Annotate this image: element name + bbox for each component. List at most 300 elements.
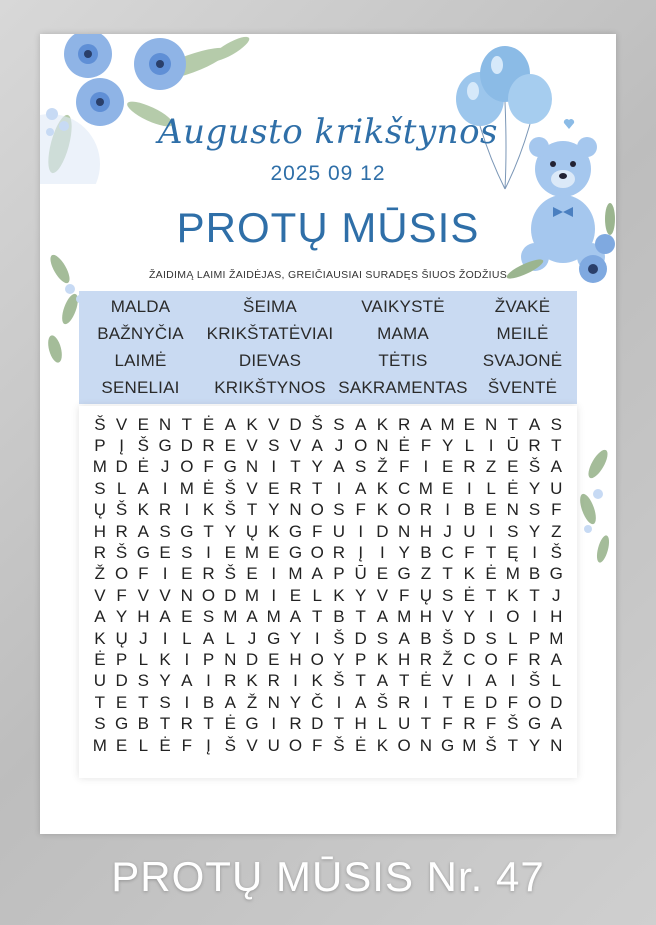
grid-letter: A bbox=[355, 692, 367, 712]
grid-letter: J bbox=[552, 585, 561, 605]
grid-letter: G bbox=[136, 543, 150, 563]
grid-letter: A bbox=[485, 671, 497, 691]
grid-letter: E bbox=[463, 692, 476, 712]
grid-letter: T bbox=[485, 585, 497, 605]
grid-letter: C bbox=[398, 478, 411, 498]
grid-letter: O bbox=[354, 436, 368, 456]
grid-letter: G bbox=[267, 628, 281, 648]
grid-letter: T bbox=[312, 478, 323, 498]
grid-letter: K bbox=[376, 500, 389, 520]
grid-letter: I bbox=[423, 692, 429, 712]
grid-letter: Y bbox=[289, 628, 302, 648]
word-item: ŠEIMA bbox=[243, 296, 297, 316]
grid-letter: U bbox=[93, 671, 106, 691]
grid-letter: M bbox=[92, 735, 107, 755]
grid-letter: H bbox=[419, 521, 433, 541]
grid-letter: N bbox=[419, 735, 433, 755]
grid-letter: R bbox=[463, 457, 476, 477]
grid-letter: Ū bbox=[506, 436, 519, 456]
grid-letter: T bbox=[485, 543, 497, 563]
grid-letter: Š bbox=[333, 735, 345, 755]
grid-letter: N bbox=[376, 436, 389, 456]
grid-letter: M bbox=[179, 478, 194, 498]
grid-letter: Ž bbox=[377, 457, 388, 477]
grid-letter: Š bbox=[333, 628, 345, 648]
grid-letter: I bbox=[488, 521, 494, 541]
grid-letter: S bbox=[333, 414, 345, 434]
grid-letter: M bbox=[505, 564, 520, 584]
grid-letter: T bbox=[551, 436, 562, 456]
grid-letter: N bbox=[224, 649, 237, 669]
word-item: SVAJONĖ bbox=[482, 351, 563, 371]
grid-letter: S bbox=[181, 543, 193, 563]
grid-letter: T bbox=[398, 671, 410, 691]
grid-letter: Š bbox=[224, 478, 236, 498]
grid-letter: A bbox=[224, 414, 236, 434]
grid-letter: I bbox=[358, 521, 364, 541]
grid-letter: A bbox=[528, 414, 541, 434]
grid-letter: N bbox=[289, 500, 302, 520]
grid-letter: Š bbox=[441, 628, 454, 648]
grid-letter: S bbox=[333, 500, 345, 520]
grid-letter: Ž bbox=[442, 649, 453, 669]
grid-letter: V bbox=[159, 585, 171, 605]
grid-letter: E bbox=[441, 478, 454, 498]
grid-letter: J bbox=[139, 628, 148, 648]
grid-letter: A bbox=[94, 607, 106, 627]
grid-letter: I bbox=[184, 649, 190, 669]
grid-letter: P bbox=[333, 564, 345, 584]
grid-letter: F bbox=[464, 543, 475, 563]
grid-letter: M bbox=[440, 414, 455, 434]
event-title: Augusto krikštynos bbox=[158, 112, 498, 152]
grid-letter: Ė bbox=[420, 671, 432, 691]
grid-letter: N bbox=[506, 500, 519, 520]
grid-letter: E bbox=[181, 564, 193, 584]
grid-letter: O bbox=[201, 585, 216, 605]
grid-letter: G bbox=[288, 543, 303, 563]
grid-letter: O bbox=[310, 543, 324, 563]
grid-letter: O bbox=[527, 692, 542, 712]
word-item: SENELIAI bbox=[101, 378, 180, 398]
grid-letter: U bbox=[398, 714, 411, 734]
grid-letter: F bbox=[138, 564, 149, 584]
grid-letter: D bbox=[354, 628, 367, 648]
grid-letter: T bbox=[94, 692, 106, 712]
grid-letter: Y bbox=[115, 607, 128, 627]
grid-letter: A bbox=[376, 607, 389, 627]
grid-letter: M bbox=[244, 585, 260, 605]
grid-letter: Y bbox=[528, 735, 541, 755]
grid-letter: Š bbox=[311, 414, 323, 434]
grid-letter: E bbox=[115, 735, 128, 755]
grid-letter: I bbox=[184, 692, 190, 712]
grid-letter: K bbox=[246, 414, 258, 434]
grid-letter: R bbox=[115, 521, 128, 541]
grid-letter: V bbox=[137, 585, 149, 605]
grid-letter: L bbox=[116, 478, 127, 498]
grid-letter: E bbox=[463, 414, 476, 434]
grid-letter: B bbox=[333, 607, 345, 627]
grid-letter: V bbox=[289, 436, 302, 456]
grid-letter: B bbox=[420, 628, 432, 648]
grid-letter: L bbox=[464, 436, 475, 456]
grid-letter: Ė bbox=[355, 735, 367, 755]
grid-letter: A bbox=[355, 478, 367, 498]
grid-letter: R bbox=[267, 671, 280, 691]
word-item: VAIKYSTĖ bbox=[361, 296, 445, 316]
grid-letter: K bbox=[333, 585, 345, 605]
grid-letter: T bbox=[442, 564, 453, 584]
grid-letter: I bbox=[532, 607, 537, 627]
grid-letter: D bbox=[463, 628, 476, 648]
grid-letter: E bbox=[485, 500, 497, 520]
grid-letter: R bbox=[289, 478, 302, 498]
grid-row bbox=[89, 564, 567, 585]
grid-letter: Š bbox=[224, 500, 236, 520]
word-item: TĖTIS bbox=[378, 351, 428, 371]
grid-letter: D bbox=[376, 521, 389, 541]
grid-letter: R bbox=[528, 436, 541, 456]
grid-letter: Š bbox=[376, 692, 389, 712]
grid-row bbox=[89, 521, 567, 542]
grid-letter: O bbox=[180, 457, 194, 477]
grid-letter: R bbox=[289, 714, 302, 734]
grid-letter: Ų bbox=[115, 628, 128, 648]
grid-letter: F bbox=[312, 521, 323, 541]
grid-row bbox=[89, 735, 567, 756]
grid-letter: D bbox=[224, 585, 237, 605]
grid-letter: Y bbox=[289, 692, 302, 712]
grid-letter: O bbox=[288, 735, 303, 755]
grid-letter: Į bbox=[358, 543, 364, 563]
grid-letter: Š bbox=[224, 735, 236, 755]
grid-letter: Š bbox=[115, 543, 128, 563]
grid-letter: T bbox=[246, 500, 258, 520]
grid-letter: K bbox=[94, 628, 106, 648]
grid-letter: S bbox=[159, 692, 171, 712]
event-date: 2025 09 12 bbox=[270, 162, 386, 185]
grid-letter: H bbox=[137, 607, 150, 627]
grid-letter: V bbox=[246, 436, 258, 456]
grid-letter: B bbox=[420, 543, 432, 563]
grid-letter: D bbox=[245, 649, 259, 669]
grid-letter: G bbox=[114, 714, 129, 734]
grid-letter: Š bbox=[528, 457, 541, 477]
grid-row bbox=[89, 414, 567, 435]
grid-row bbox=[89, 542, 567, 563]
grid-letter: I bbox=[162, 564, 168, 584]
grid-letter: T bbox=[333, 714, 345, 734]
grid-letter: A bbox=[376, 671, 389, 691]
grid-letter: G bbox=[527, 714, 542, 734]
grid-letter: A bbox=[398, 628, 410, 648]
grid-letter: I bbox=[445, 500, 450, 520]
grid-letter: Ž bbox=[246, 692, 258, 712]
grid-letter: R bbox=[463, 714, 476, 734]
grid-letter: F bbox=[398, 585, 410, 605]
grid-letter: E bbox=[268, 478, 280, 498]
grid-row bbox=[89, 628, 567, 649]
grid-letter: G bbox=[288, 521, 303, 541]
grid-letter: Š bbox=[528, 671, 541, 691]
grid-letter: O bbox=[310, 649, 324, 669]
grid-letter: A bbox=[333, 457, 345, 477]
grid-letter: E bbox=[268, 649, 280, 669]
grid-letter: Š bbox=[224, 564, 236, 584]
grid-letter: K bbox=[376, 735, 389, 755]
grid-letter: Z bbox=[485, 457, 497, 477]
grid-letter: P bbox=[355, 649, 367, 669]
grid-letter: R bbox=[180, 714, 193, 734]
grid-letter: A bbox=[202, 628, 215, 648]
grid-letter: Ė bbox=[224, 714, 236, 734]
grid-letter: O bbox=[484, 649, 498, 669]
grid-letter: Y bbox=[333, 649, 345, 669]
grid-letter: D bbox=[115, 671, 128, 691]
grid-letter: B bbox=[528, 564, 541, 584]
grid-row bbox=[89, 478, 567, 499]
grid-letter: A bbox=[289, 607, 302, 627]
grid-letter: G bbox=[180, 521, 194, 541]
grid-letter: Ė bbox=[159, 735, 171, 755]
grid-letter: I bbox=[206, 543, 211, 563]
grid-letter: G bbox=[223, 457, 237, 477]
grid-letter: T bbox=[159, 714, 171, 734]
grid-letter: S bbox=[441, 585, 454, 605]
grid-letter: E bbox=[159, 543, 171, 563]
grid-letter: I bbox=[336, 478, 342, 498]
grid-letter: J bbox=[443, 521, 452, 541]
grid-letter: G bbox=[158, 436, 172, 456]
grid-letter: P bbox=[115, 649, 128, 669]
grid-letter: A bbox=[137, 521, 149, 541]
grid-letter: S bbox=[507, 521, 519, 541]
grid-letter: A bbox=[246, 607, 258, 627]
grid-letter: D bbox=[550, 692, 563, 712]
grid-letter: I bbox=[488, 607, 494, 627]
grid-letter: D bbox=[289, 414, 302, 434]
grid-letter: E bbox=[137, 414, 149, 434]
grid-row bbox=[89, 649, 567, 670]
grid-letter: L bbox=[486, 478, 496, 498]
grid-letter: Ž bbox=[94, 564, 106, 584]
grid-letter: I bbox=[293, 671, 298, 691]
grid-letter: B bbox=[202, 692, 215, 712]
grid-letter: Š bbox=[333, 671, 345, 691]
grid-letter: I bbox=[510, 671, 516, 691]
grid-letter: Y bbox=[159, 671, 171, 691]
grid-letter: D bbox=[311, 714, 324, 734]
grid-letter: F bbox=[442, 714, 453, 734]
grid-letter: M bbox=[244, 543, 260, 563]
footer-title: PROTŲ MŪSIS Nr. 47 bbox=[111, 853, 545, 900]
grid-letter: L bbox=[138, 735, 149, 755]
grid-letter: I bbox=[314, 628, 320, 648]
grid-letter: L bbox=[312, 585, 322, 605]
grid-letter: Ę bbox=[507, 543, 519, 563]
grid-letter: V bbox=[246, 478, 258, 498]
grid-letter: V bbox=[115, 414, 128, 434]
word-list bbox=[79, 291, 577, 404]
grid-letter: R bbox=[202, 564, 215, 584]
grid-letter: Y bbox=[528, 478, 541, 498]
grid-letter: S bbox=[137, 671, 149, 691]
grid-letter: M bbox=[223, 607, 238, 627]
word-item: SAKRAMENTAS bbox=[338, 378, 468, 398]
grid-letter: Š bbox=[485, 735, 497, 755]
grid-letter: K bbox=[376, 649, 389, 669]
grid-letter: A bbox=[159, 607, 171, 627]
grid-letter: O bbox=[114, 564, 129, 584]
grid-letter: U bbox=[550, 478, 563, 498]
grid-letter: R bbox=[419, 649, 433, 669]
grid-letter: F bbox=[485, 714, 497, 734]
grid-letter: N bbox=[158, 414, 172, 434]
word-item: KRIKŠTATĖVIAI bbox=[206, 323, 334, 343]
grid-letter: T bbox=[355, 671, 366, 691]
grid-letter: T bbox=[290, 457, 301, 477]
grid-letter: M bbox=[418, 478, 433, 498]
grid-letter: H bbox=[398, 649, 411, 669]
grid-letter: K bbox=[268, 521, 280, 541]
word-item: ŠVENTĖ bbox=[487, 378, 558, 398]
grid-letter: Ė bbox=[485, 564, 497, 584]
grid-letter: N bbox=[398, 521, 411, 541]
grid-letter: I bbox=[336, 692, 342, 712]
grid-letter: K bbox=[159, 649, 171, 669]
grid-letter: D bbox=[484, 692, 498, 712]
grid-letter: E bbox=[441, 457, 454, 477]
grid-letter: Y bbox=[224, 521, 236, 541]
word-item: MALDA bbox=[110, 296, 171, 316]
grid-letter: V bbox=[246, 735, 258, 755]
grid-letter: I bbox=[532, 543, 537, 563]
grid-letter: L bbox=[508, 628, 518, 648]
grid-letter: Į bbox=[206, 735, 211, 755]
grid-letter: I bbox=[466, 478, 472, 498]
grid-letter: I bbox=[162, 478, 168, 498]
grid-letter: I bbox=[271, 564, 277, 584]
grid-letter: H bbox=[354, 714, 367, 734]
grid-letter: S bbox=[202, 607, 215, 627]
grid-letter: T bbox=[203, 714, 214, 734]
grid-letter: Y bbox=[398, 543, 410, 563]
grid-letter: S bbox=[528, 500, 541, 520]
grid-letter: M bbox=[549, 628, 564, 648]
grid-letter: R bbox=[419, 500, 433, 520]
grid-row bbox=[89, 457, 567, 478]
grid-letter: J bbox=[247, 628, 257, 648]
grid-letter: I bbox=[271, 585, 277, 605]
grid-letter: C bbox=[463, 649, 476, 669]
grid-letter: T bbox=[507, 414, 519, 434]
word-item: MEILĖ bbox=[496, 323, 549, 343]
grid-letter: D bbox=[180, 436, 193, 456]
grid-letter: V bbox=[94, 585, 106, 605]
grid-letter: K bbox=[507, 585, 519, 605]
grid-row bbox=[89, 585, 567, 606]
grid-letter: E bbox=[181, 607, 193, 627]
grid-letter: H bbox=[93, 521, 106, 541]
grid-letter: I bbox=[184, 500, 190, 520]
grid-letter: A bbox=[355, 414, 367, 434]
grid-letter: E bbox=[507, 457, 519, 477]
grid-letter: S bbox=[94, 714, 106, 734]
grid-letter: L bbox=[551, 671, 562, 691]
grid-letter: Ė bbox=[202, 414, 215, 434]
grid-letter: R bbox=[202, 436, 215, 456]
grid-letter: T bbox=[203, 521, 214, 541]
grid-letter: N bbox=[180, 585, 193, 605]
grid-letter: R bbox=[398, 414, 411, 434]
grid-letter: K bbox=[463, 564, 476, 584]
grid-letter: T bbox=[138, 692, 149, 712]
grid-row bbox=[89, 435, 567, 456]
grid-letter: D bbox=[115, 457, 128, 477]
grid-letter: H bbox=[550, 607, 563, 627]
grid-letter: U bbox=[267, 735, 280, 755]
grid-letter: L bbox=[138, 649, 149, 669]
grid-letter: Š bbox=[94, 414, 106, 434]
grid-letter: B bbox=[137, 714, 149, 734]
grid-letter: Y bbox=[268, 500, 280, 520]
grid-letter: J bbox=[334, 436, 344, 456]
grid-letter: Ė bbox=[137, 457, 149, 477]
grid-letter: F bbox=[355, 500, 366, 520]
grid-letter: H bbox=[419, 607, 433, 627]
grid-letter: M bbox=[397, 607, 412, 627]
grid-letter: V bbox=[441, 607, 454, 627]
grid-letter: M bbox=[266, 607, 281, 627]
grid-letter: M bbox=[288, 564, 303, 584]
grid-row bbox=[89, 607, 567, 628]
grid-letter: U bbox=[332, 521, 346, 541]
grid-letter: E bbox=[224, 543, 236, 563]
grid-letter: J bbox=[160, 457, 170, 477]
grid-letter: A bbox=[550, 714, 562, 734]
grid-letter: Ų bbox=[419, 585, 433, 605]
grid-letter: Ų bbox=[245, 521, 259, 541]
grid-letter: E bbox=[224, 436, 236, 456]
grid-letter: F bbox=[312, 735, 323, 755]
grid-letter: A bbox=[550, 457, 562, 477]
grid-letter: Y bbox=[355, 585, 367, 605]
grid-letter: I bbox=[488, 436, 494, 456]
grid-letter: I bbox=[206, 671, 211, 691]
grid-letter: F bbox=[507, 649, 519, 669]
grid-letter: N bbox=[267, 692, 280, 712]
grid-letter: K bbox=[246, 671, 258, 691]
grid-letter: S bbox=[94, 478, 106, 498]
grid-letter: F bbox=[181, 735, 192, 755]
grid-letter: Z bbox=[551, 521, 562, 541]
grid-letter: F bbox=[551, 500, 562, 520]
grid-letter: Ė bbox=[398, 436, 410, 456]
grid-letter: Y bbox=[441, 436, 454, 456]
grid-letter: Ė bbox=[463, 585, 476, 605]
grid-letter: K bbox=[376, 478, 389, 498]
grid-letter: Ė bbox=[94, 649, 106, 669]
grid-letter: S bbox=[376, 628, 389, 648]
grid-letter: N bbox=[550, 735, 563, 755]
grid-letter: Š bbox=[550, 543, 562, 563]
grid-letter: Č bbox=[311, 692, 324, 712]
grid-letter: K bbox=[376, 414, 389, 434]
grid-letter: T bbox=[529, 585, 540, 605]
letter-grid-panel bbox=[79, 406, 577, 778]
grid-letter: V bbox=[376, 585, 389, 605]
